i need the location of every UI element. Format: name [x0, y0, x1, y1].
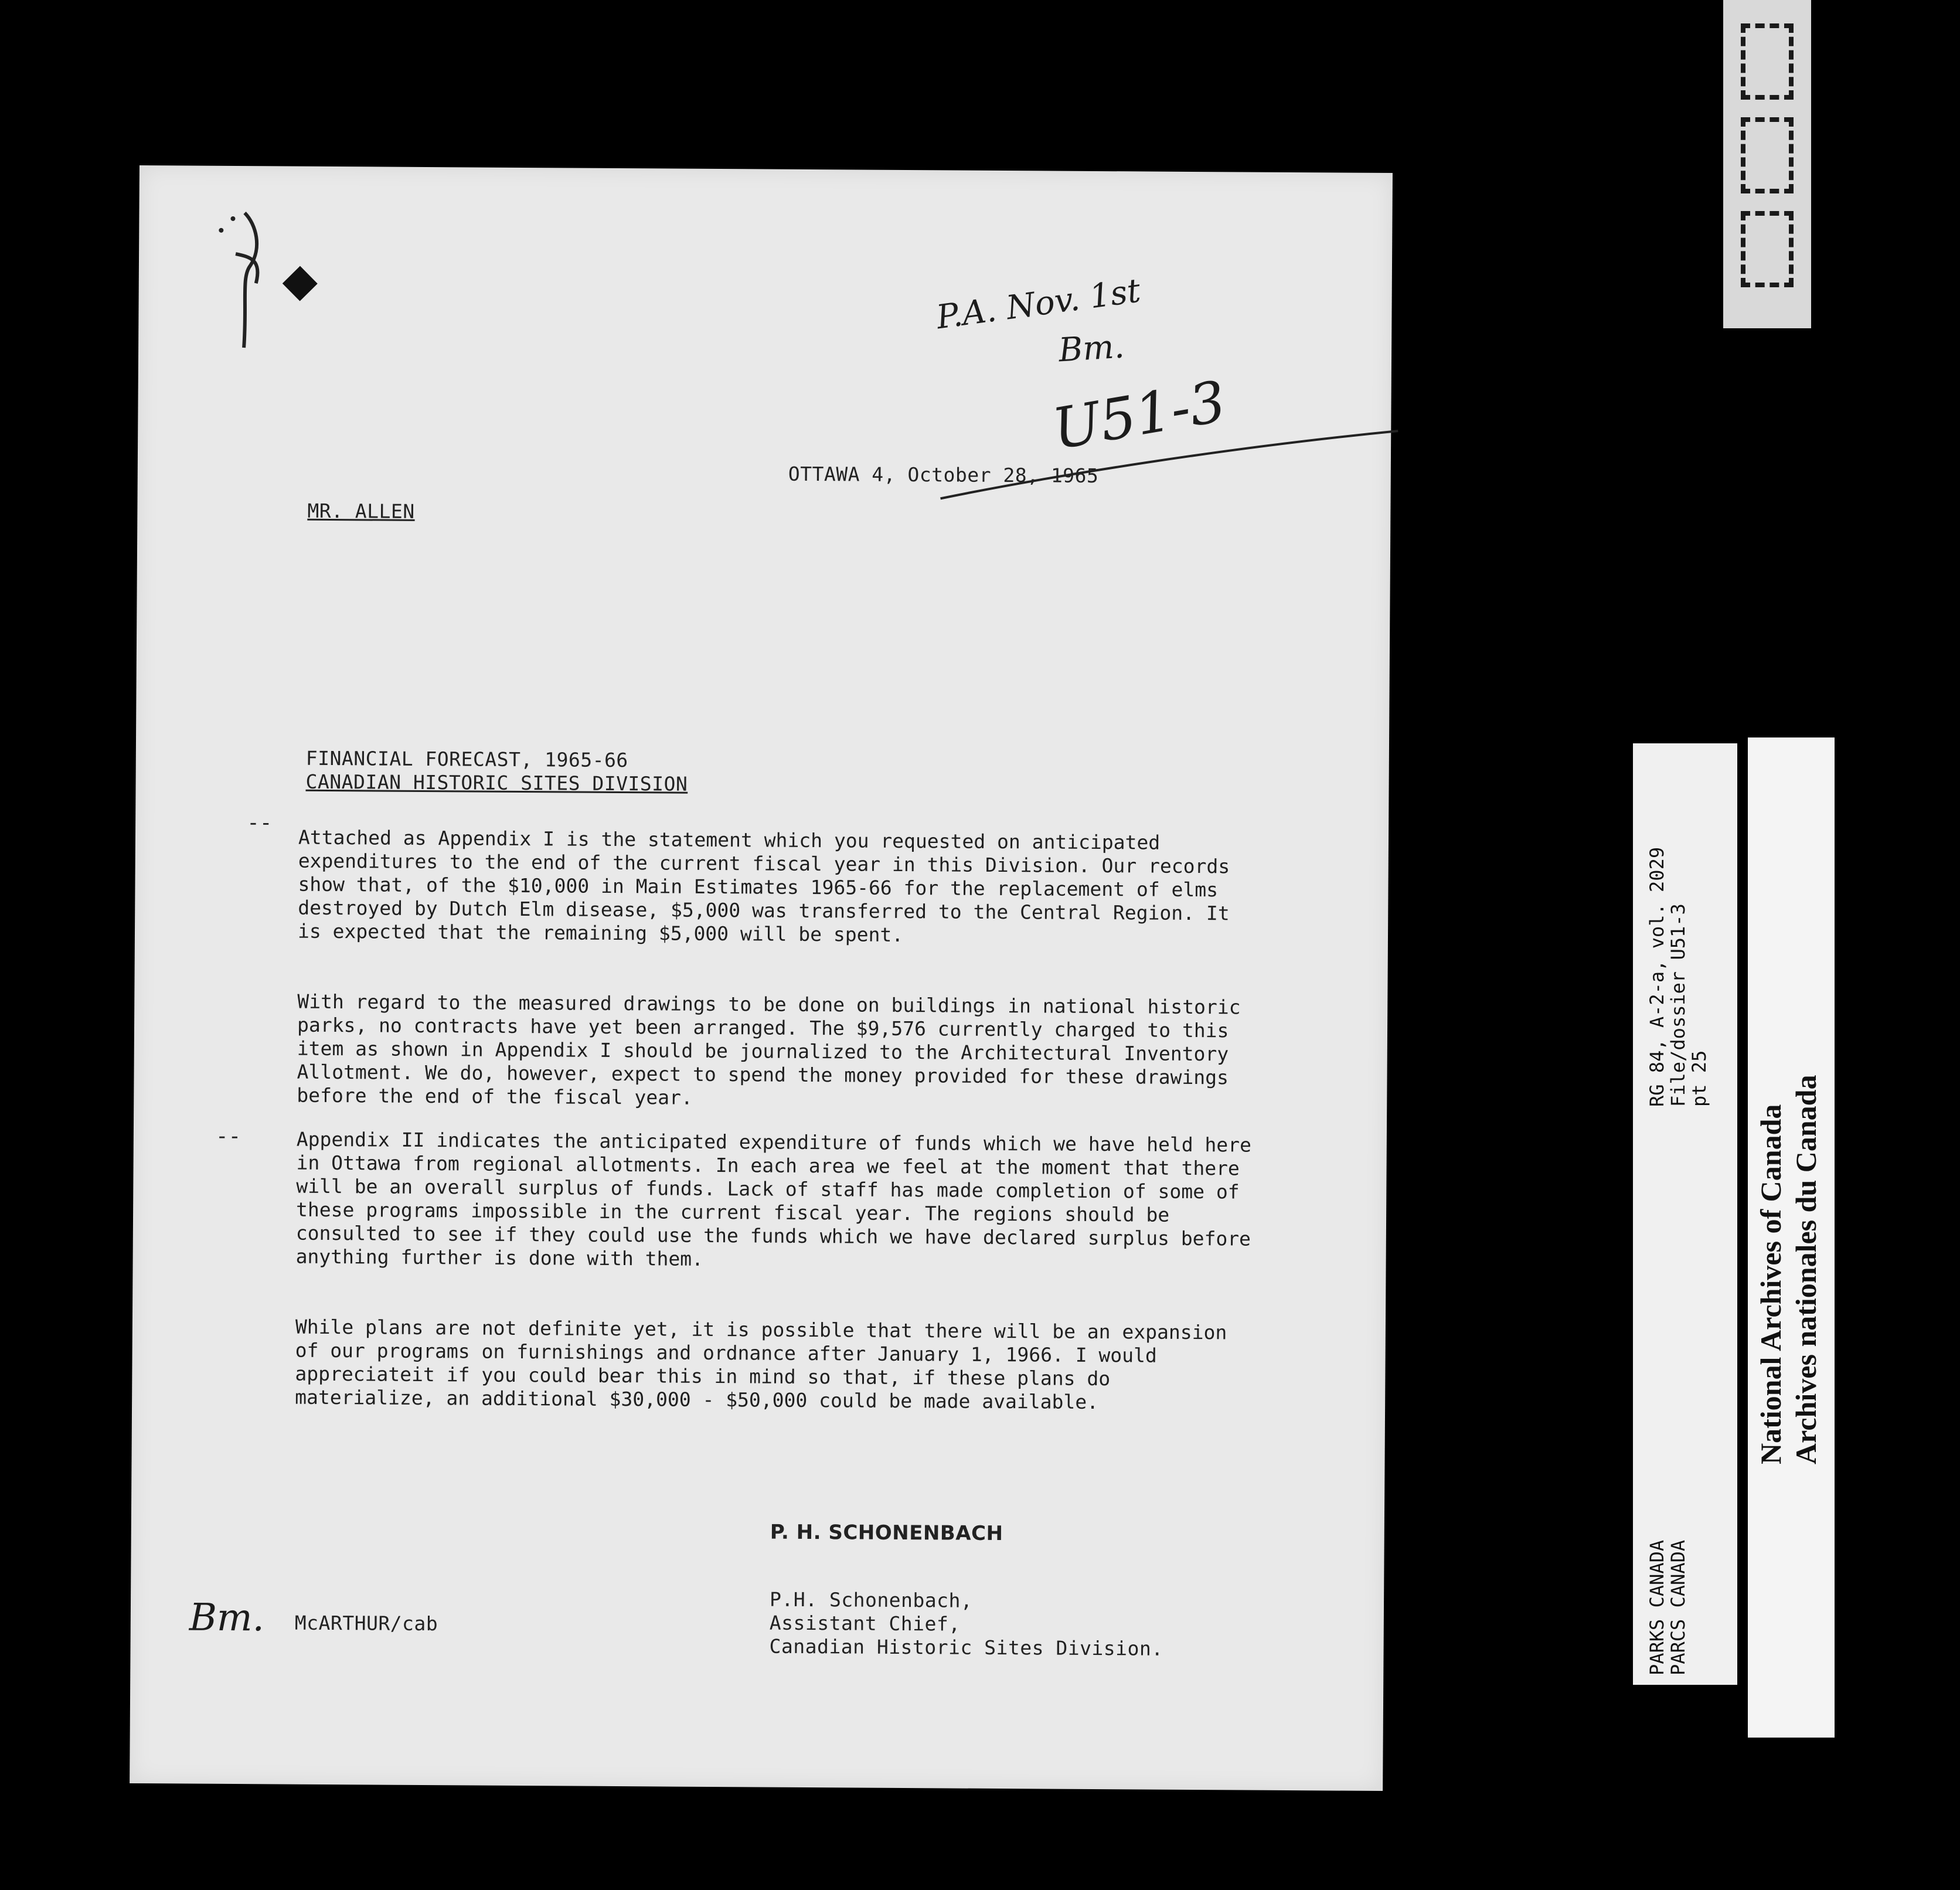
signature-title: Assistant Chief,: [769, 1611, 961, 1636]
memo-paragraph: While plans are not definite yet, it is possible that there will be an expansion of our programs on furnishings and ordnance after January 1, 1966. I would appreciateit if you could bear this in mind so that, if these plans do materialize, an additional $30,000 - $50,000 could be made available.: [295, 1315, 1227, 1414]
handwritten-file-reference: U51-3: [1048, 368, 1231, 463]
punch-hole-mark: [280, 263, 321, 304]
memo-reference: McARTHUR/cab: [294, 1611, 438, 1636]
memo-paragraph: Attached as Appendix I is the statement which you requested on anticipated expenditures to the end of the current fiscal year in this Division. Our records show that, of the $10,000 in Main Estimates 1965-66 for the replacement of elms destroyed by Dutch Elm disease, $5,000 was transferred to the Central Region. It is expected that the remaining $5,000 will be spent.: [297, 825, 1230, 946]
memo-paragraph: Appendix II indicates the anticipated expenditure of funds which we have held here in Ottawa from regional allotments. In each area we feel at the moment that there will be an overall surplus of funds. Lack of staff has made completion of some of these programs impossible in the current fiscal year. The regions should be consulted to see if they could use the funds which we have declared surplus before anything further is done with them.: [295, 1127, 1252, 1270]
file-label-line: pt 25: [1688, 1050, 1710, 1107]
agency-label-line: PARKS CANADA: [1646, 1539, 1668, 1675]
memo-subject-line-1: FINANCIAL FORECAST, 1965-66: [305, 746, 628, 772]
film-frame-mark: [1741, 117, 1794, 193]
signature-stamp: P. H. SCHONENBACH: [770, 1520, 1003, 1546]
margin-mark: --: [215, 1124, 241, 1149]
handwritten-note-date: P.A. Nov. 1st: [934, 271, 1143, 337]
file-label: [1633, 743, 1737, 1685]
handwritten-note-initials: Bm.: [1057, 327, 1126, 370]
memo-subject-line-2: CANADIAN HISTORIC SITES DIVISION: [305, 770, 688, 796]
archive-label: [1748, 737, 1835, 1738]
handwritten-initials: Bm.: [189, 1596, 265, 1640]
film-code-strip: [1723, 0, 1811, 328]
archive-name-french: Archives nationales du Canada: [1789, 1075, 1822, 1464]
memo-paragraph: With regard to the measured drawings to be done on buildings in national historic parks, no contracts have yet been arranged. The $9,576 currently charged to this item as shown in Appendix I should be journalized to the Architectural Inventory Allotment. We do, however, expect to spend the money provided for these drawings before the end of the fiscal year.: [297, 990, 1241, 1109]
archive-name-english: National Archives of Canada: [1754, 1104, 1787, 1464]
film-frame-mark: [1741, 23, 1794, 100]
memo-addressee: MR. ALLEN: [307, 499, 415, 523]
signature-name: P.H. Schonenbach,: [769, 1588, 973, 1612]
film-frame-mark: [1741, 211, 1794, 287]
agency-label-line: PARCS CANADA: [1667, 1539, 1689, 1675]
memo-date: OTTAWA 4, October 28, 1965: [788, 462, 1099, 488]
file-label-line: File/dossier U51-3: [1667, 903, 1689, 1107]
margin-mark: --: [247, 811, 273, 835]
file-label-line: RG 84, A-2-a, vol. 2029: [1646, 847, 1668, 1107]
signature-division: Canadian Historic Sites Division.: [769, 1634, 1163, 1660]
memo-page: [130, 165, 1393, 1791]
